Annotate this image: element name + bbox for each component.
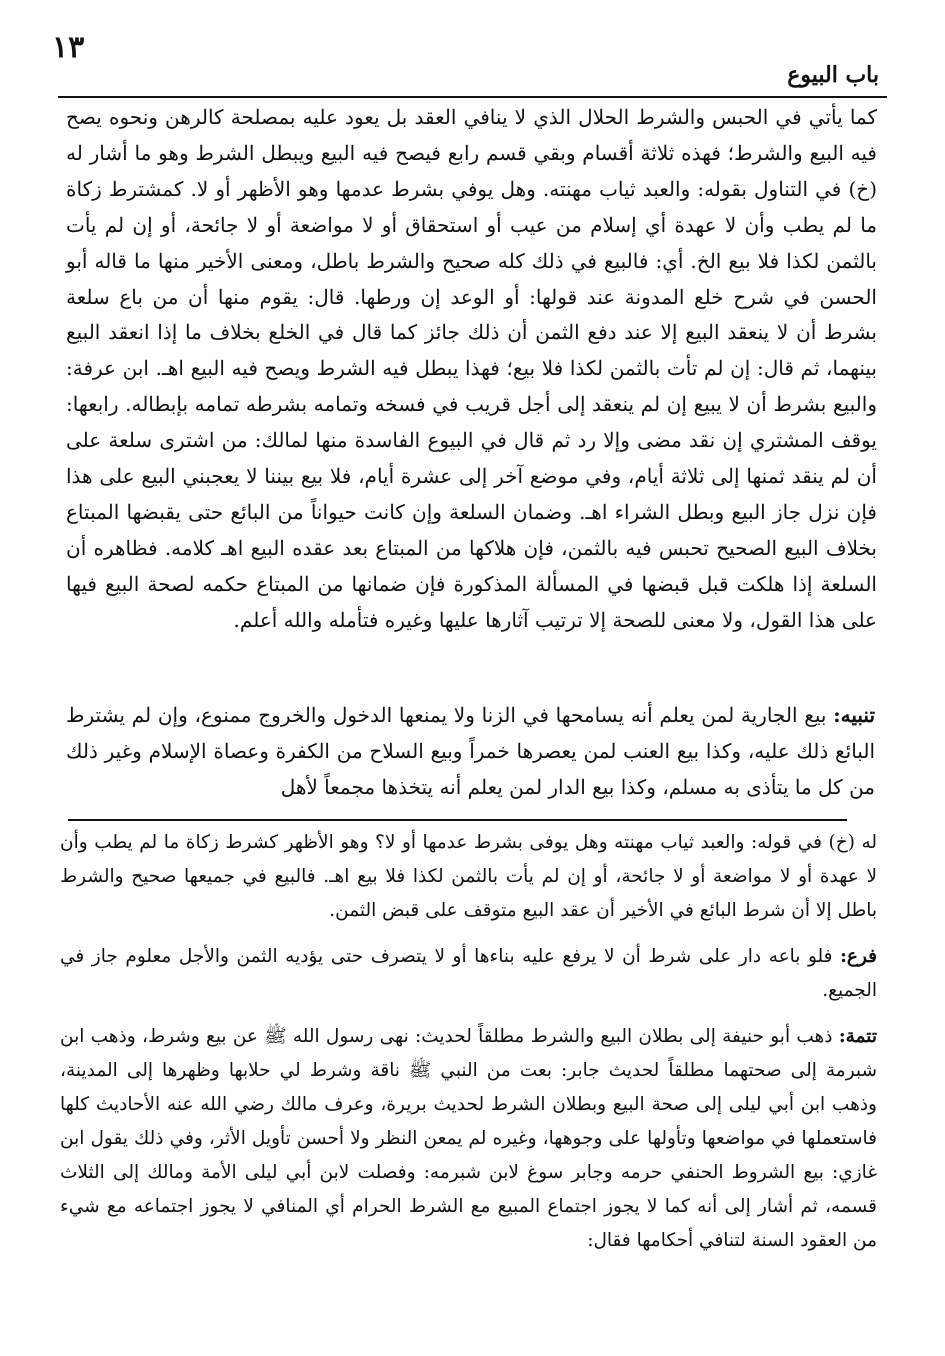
footnote-far xyxy=(60,940,877,1008)
far-text: فلو باعه دار على شرط أن لا يرفع عليه بناءها أو لا يتصرف حتى يؤديه الثمن والأجل معلوم جاز في الجميع. xyxy=(60,946,877,1001)
tatimma-label: تتمة: xyxy=(838,1026,877,1047)
main-text-block xyxy=(66,100,877,639)
tatimma-text: ذهب أبو حنيفة إلى بطلان البيع والشرط مطلقاً لحديث: نهى رسول الله ﷺ عن بيع وشرط، وذهب ابن شبرمة إلى صحتهما مطلقاً لحديث جابر: بعت من النبي ﷺ ناقة وشرط لي حلابها وظهرها إلى المدينة، وذهب ابن أبي ليلى إلى صحة البيع وبطلان الشرط لحديث بريرة، وعرف مالك رضي الله عنه الأحاديث كلها فاستعملها في مواضعها وتأولها على وجوهها، وغيره لم يمعن النظر ولا أحسن تأويل الأثر، وفي ذلك يقول ابن غازي: بيع الشروط الحنفي حرمه وجابر سوغ لابن شبرمه: وفصلت لابن أبي ليلى الأمة ومالك إلى الثلاث قسمه، ثم أشار إلى أنه كما لا يجوز اجتماع المبيع مع الشرط الحرام أي المنافي لا يجوز اجتماعه مع شيء من العقود السنة لتنافي أحكامها فقال: xyxy=(60,1026,877,1251)
tanbih-label: تنبيه: xyxy=(833,703,876,727)
main-paragraph: كما يأتي في الحبس والشرط الحلال الذي لا ينافي العقد بل يعود عليه بمصلحة كالرهن ونحوه يصح فيه البيع والشرط؛ فهذه ثلاثة أقسام وبقي قسم رابع فيصح فيه البيع ويبطل الشرط وهو ما أشار له (خ) في التناول بقوله: والعبد ثياب مهنته. وهل يوفي بشرط عدمها وهو الأظهر أو لا. كمشترط زكاة ما لم يطب وأن لا عهدة أي إسلام من عيب أو استحقاق أو لا مواضعة أو لا جائحة، أو إن لم يأت بالثمن لكذا فلا بيع الخ. أي: فالبيع في ذلك كله صحيح والشرط باطل، ومعنى الأخير منها ما قاله أبو الحسن في شرح خلع المدونة عند قولها: أو الوعد إن ورطها. قال: يقوم منها أن من باع سلعة بشرط أن لا ينعقد البيع إلا عند دفع الثمن أن ذلك جائز كما قال في الخلع بخلاف ما إذا انعقد البيع بينهما، ثم قال: إن لم تأت بالثمن لكذا فلا بيع؛ فهذا يبطل فيه الشرط ويصح فيه البيع اهـ. ابن عرفة: والبيع بشرط أن لا يبيع إن لم ينعقد إلى أجل قريب في فسخه وتمامه بشرطه تمامه بإبطاله. رابعها: يوقف المشتري إن نقد مضى وإلا رد ثم قال في البيوع الفاسدة منها لمالك: من اشترى سلعة على أن لم ينقد ثمنها إلى ثلاثة أيام، وفي موضع آخر إلى عشرة أيام، فلا بيع بيننا لا يعجبني البيع على هذا فإن نزل جاز البيع وبطل الشراء اهـ. وضمان السلعة وإن كانت حيواناً من البائع حتى يقبضها المبتاع بخلاف البيع الصحيح تحبس فيه بالثمن، فإن هلاكها من المبتاع بعد عقده البيع اهـ كلامه. فظاهره أن السلعة إذا هلكت قبل قبضها في المسألة المذكورة فإن ضمانها من المبتاع حكمه لصحة البيع فيها على هذا القول، ولا معنى للصحة إلا ترتيب آثارها عليها وغيره فتأمله والله أعلم. xyxy=(66,105,877,632)
running-head: باب البيوع xyxy=(787,62,879,88)
header-rule xyxy=(58,96,887,98)
footnote-rule xyxy=(68,819,847,821)
footnotes-block xyxy=(60,826,877,1270)
tanbih-text: بيع الجارية لمن يعلم أنه يسامحها في الزنا ولا يمنعها الدخول والخروج ممنوع، وإن لم يشترط البائع ذلك عليه، وكذا بيع العنب لمن يعصرها خمراً وبيع السلاح من الكفرة وعصاة الإسلام وغير ذلك من كل ما يتأذى به مسلم، وكذا بيع الدار لمن يعلم أنه يتخذها مجمعاً لأهل xyxy=(66,703,875,799)
footnote-1: له (خ) في قوله: والعبد ثياب مهنته وهل يوفى بشرط عدمها أو لا؟ وهو الأظهر كشرط زكاة ما لم يطب وأن لا عهدة أو لا مواضعة أو لا جائحة، أو إن لم يأت بالثمن لكذا فلا بيع اهـ. فالبيع في جميعها صحيح والشرط باطل إلا أن شرط البائع في الأخير أن عقد البيع متوقف على قبض الثمن. xyxy=(60,832,877,921)
footnote-tatimma xyxy=(60,1020,877,1258)
tanbih-paragraph xyxy=(66,697,875,805)
far-label: فرع: xyxy=(840,946,878,967)
page-number: ١٣ xyxy=(52,30,85,65)
